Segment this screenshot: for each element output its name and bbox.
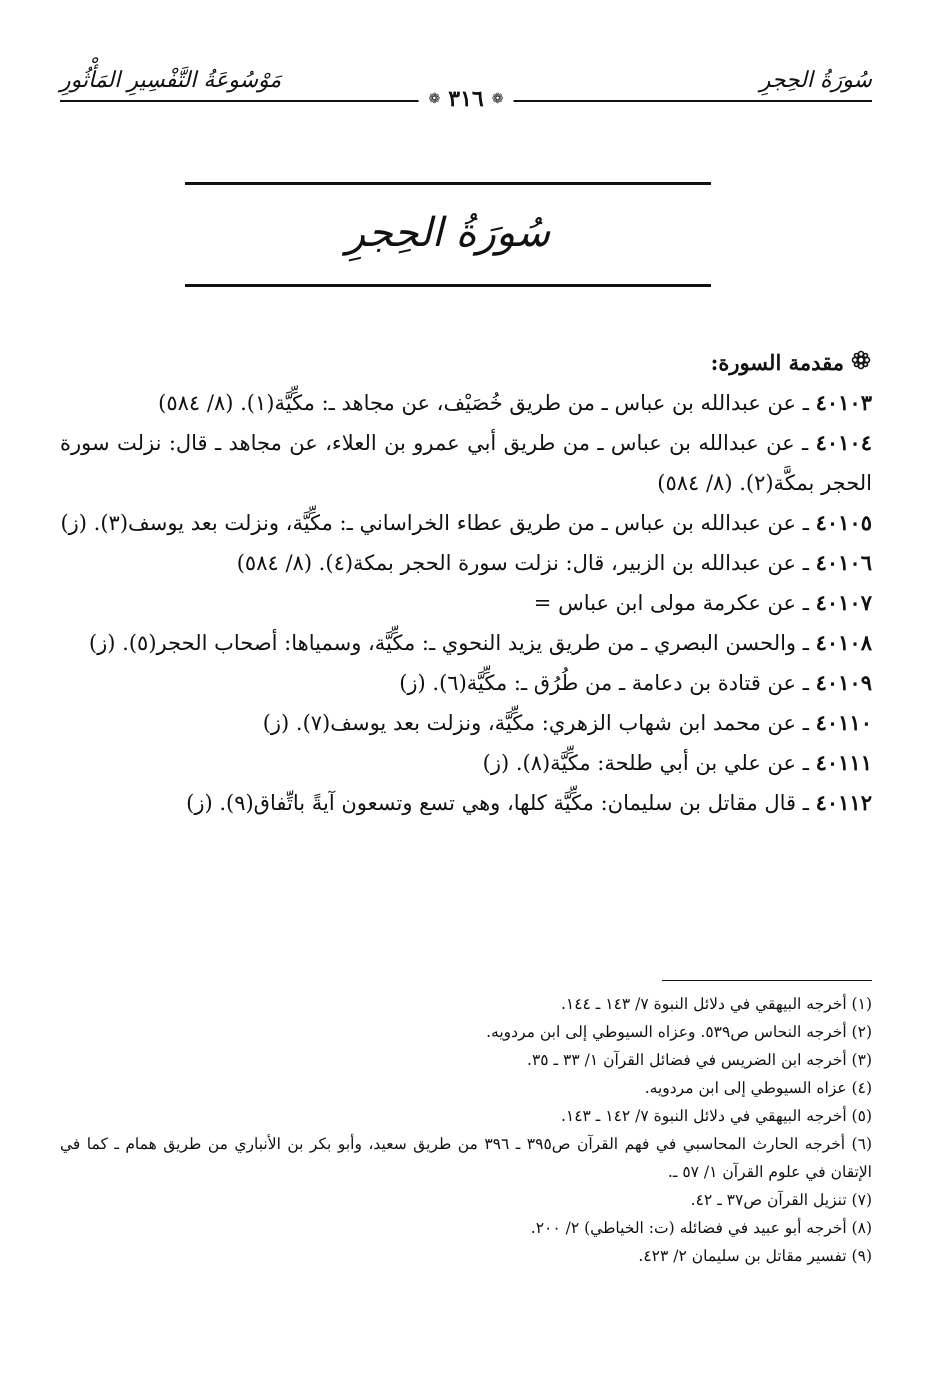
footnote: (٨) أخرجه أبو عبيد في فضائله (ت: الخياطي) ٢/ ٢٠٠. [530, 1219, 872, 1237]
entry-text: ـ عن محمد ابن شهاب الزهري: مكِّيَّة، ونزلت بعد يوسف(٧). (ز) [262, 711, 809, 735]
entry-text: ـ عن عبدالله بن الزبير، قال: نزلت سورة الحجر بمكة(٤). (٨/ ٥٨٤) [236, 551, 809, 575]
entry [60, 423, 872, 503]
entry-number: ٤٠١٠٨ [815, 630, 872, 655]
footnotes [60, 990, 872, 1270]
intro-heading: مقدمة السورة: [710, 350, 844, 375]
header-surah-name: سُورَةُ الحِجرِ [759, 68, 872, 93]
footnote: (٤) عزاه السيوطي إلى ابن مردويه. [644, 1079, 872, 1097]
entry [60, 503, 872, 543]
entry-number: ٤٠١٠٦ [815, 550, 872, 575]
entry-number: ٤٠١٠٤ [815, 430, 872, 455]
entry [60, 743, 872, 783]
footnote-divider [662, 980, 872, 981]
entry-number: ٤٠١٠٣ [815, 390, 872, 415]
entry-text: ـ والحسن البصري ـ من طريق يزيد النحوي ـ: مكِّيَّة، وسمياها: أصحاب الحجر(٥). (ز) [88, 631, 809, 655]
entry-text: ـ عن عكرمة مولى ابن عباس = [533, 591, 809, 615]
entry-number: ٤٠١١٠ [815, 710, 872, 735]
flower-icon [850, 343, 872, 383]
footnote: (٩) تفسير مقاتل بن سليمان ٢/ ٤٢٣. [638, 1247, 872, 1265]
page-number-group [419, 86, 514, 112]
page-header [60, 62, 872, 122]
ornament-icon: ❁ [491, 91, 504, 107]
header-book-title: مَوْسُوعَةُ التَّفْسِيرِ المَأْثُورِ [60, 68, 282, 93]
footnote: (٣) أخرجه ابن الضريس في فضائل القرآن ١/ ٣٣ ـ ٣٥. [527, 1051, 872, 1069]
entry-text: ـ عن عبدالله بن عباس ـ من طريق أبي عمرو بن العلاء، عن مجاهد ـ قال: نزلت سورة الحجر بمكَّة(٢). (٨/ ٥٨٤) [60, 431, 872, 495]
entry [60, 623, 872, 663]
page-number: ٣١٦ [448, 86, 484, 112]
ornament-icon: ❁ [428, 91, 441, 107]
entry [60, 383, 872, 423]
footnote: (٢) أخرجه النحاس ص٥٣٩. وعزاه السيوطي إلى ابن مردويه. [486, 1023, 872, 1041]
entry-text: ـ قال مقاتل بن سليمان: مكِّيَّة كلها، وهي تسع وتسعون آيةً باتِّفاق(٩). (ز) [186, 791, 809, 815]
title-top-rule [185, 182, 711, 185]
surah-title: سُورَةُ الحِجرِ [345, 210, 551, 256]
footnote: (١) أخرجه البيهقي في دلائل النبوة ٧/ ١٤٣ ـ ١٤٤. [560, 995, 872, 1013]
footnote: (٥) أخرجه البيهقي في دلائل النبوة ٧/ ١٤٢ ـ ١٤٣. [560, 1107, 872, 1125]
entry [60, 663, 872, 703]
entry [60, 543, 872, 583]
entry [60, 583, 872, 623]
entry-text: ـ عن عبدالله بن عباس ـ من طريق خُصَيْف، عن مجاهد ـ: مكِّيَّة(١). (٨/ ٥٨٤) [158, 391, 809, 415]
footnote: (٧) تنزيل القرآن ص٣٧ ـ ٤٢. [690, 1191, 872, 1209]
entry-number: ٤٠١٠٥ [815, 510, 872, 535]
footnote: (٦) أخرجه الحارث المحاسبي في فهم القرآن ص٣٩٥ ـ ٣٩٦ من طريق سعيد، وأبو بكر بن الأنباري من طريق همام ـ كما في الإتقان في علوم القرآن ١/ ٥٧ ـ. [60, 1135, 872, 1181]
intro-heading-line [60, 343, 872, 383]
entry-number: ٤٠١٠٧ [815, 590, 872, 615]
entry-number: ٤٠١١٢ [815, 790, 872, 815]
title-bottom-rule [185, 284, 711, 287]
main-text [60, 343, 872, 823]
entry [60, 783, 872, 823]
entry-number: ٤٠١١١ [815, 750, 872, 775]
entry-text: ـ عن قتادة بن دعامة ـ من طُرُق ـ: مكِّيَّة(٦). (ز) [399, 671, 809, 695]
entry [60, 703, 872, 743]
entry-text: ـ عن عبدالله بن عباس ـ من طريق عطاء الخراساني ـ: مكِّيَّة، ونزلت بعد يوسف(٣). (ز) [60, 511, 809, 535]
entry-number: ٤٠١٠٩ [815, 670, 872, 695]
entry-text: ـ عن علي بن أبي طلحة: مكِّيَّة(٨). (ز) [482, 751, 809, 775]
